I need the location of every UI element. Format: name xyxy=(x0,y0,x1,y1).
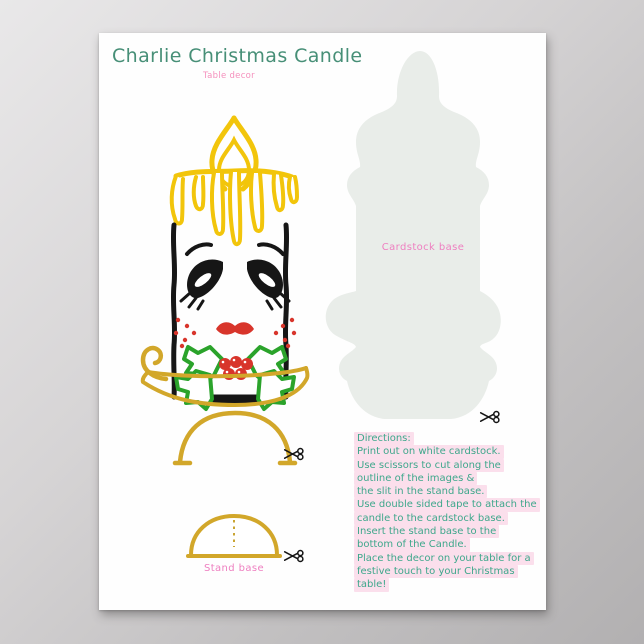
scissors-icon xyxy=(283,447,305,461)
candle-illustration xyxy=(130,113,320,468)
direction-line: bottom of the Candle. xyxy=(354,538,539,551)
stand-base-label: Stand base xyxy=(203,563,265,574)
direction-line: Use scissors to cut along the xyxy=(354,459,539,472)
direction-line: Insert the stand base to the xyxy=(354,525,539,538)
scissors-icon xyxy=(479,410,501,424)
direction-line: outline of the images & xyxy=(354,472,539,485)
cardstock-base-label: Cardstock base xyxy=(381,242,465,253)
direction-line: Use double sided tape to attach the xyxy=(354,498,539,511)
direction-line: Print out on white cardstock. xyxy=(354,445,539,458)
page-title: Charlie Christmas Candle xyxy=(112,45,363,67)
directions-heading: Directions: xyxy=(354,432,539,445)
stand-base-shape xyxy=(186,510,282,562)
direction-line: festive touch to your Christmas xyxy=(354,565,539,578)
page-subtitle: Table decor xyxy=(203,71,255,81)
direction-line: the slit in the stand base. xyxy=(354,485,539,498)
scissors-icon xyxy=(283,549,305,563)
poster-sheet xyxy=(99,33,546,610)
directions-block xyxy=(354,432,539,592)
direction-line: Place the decor on your table for a xyxy=(354,552,539,565)
direction-line: candle to the cardstock base. xyxy=(354,512,539,525)
cardstock-base-shape xyxy=(323,48,503,423)
direction-line: table! xyxy=(354,578,539,591)
